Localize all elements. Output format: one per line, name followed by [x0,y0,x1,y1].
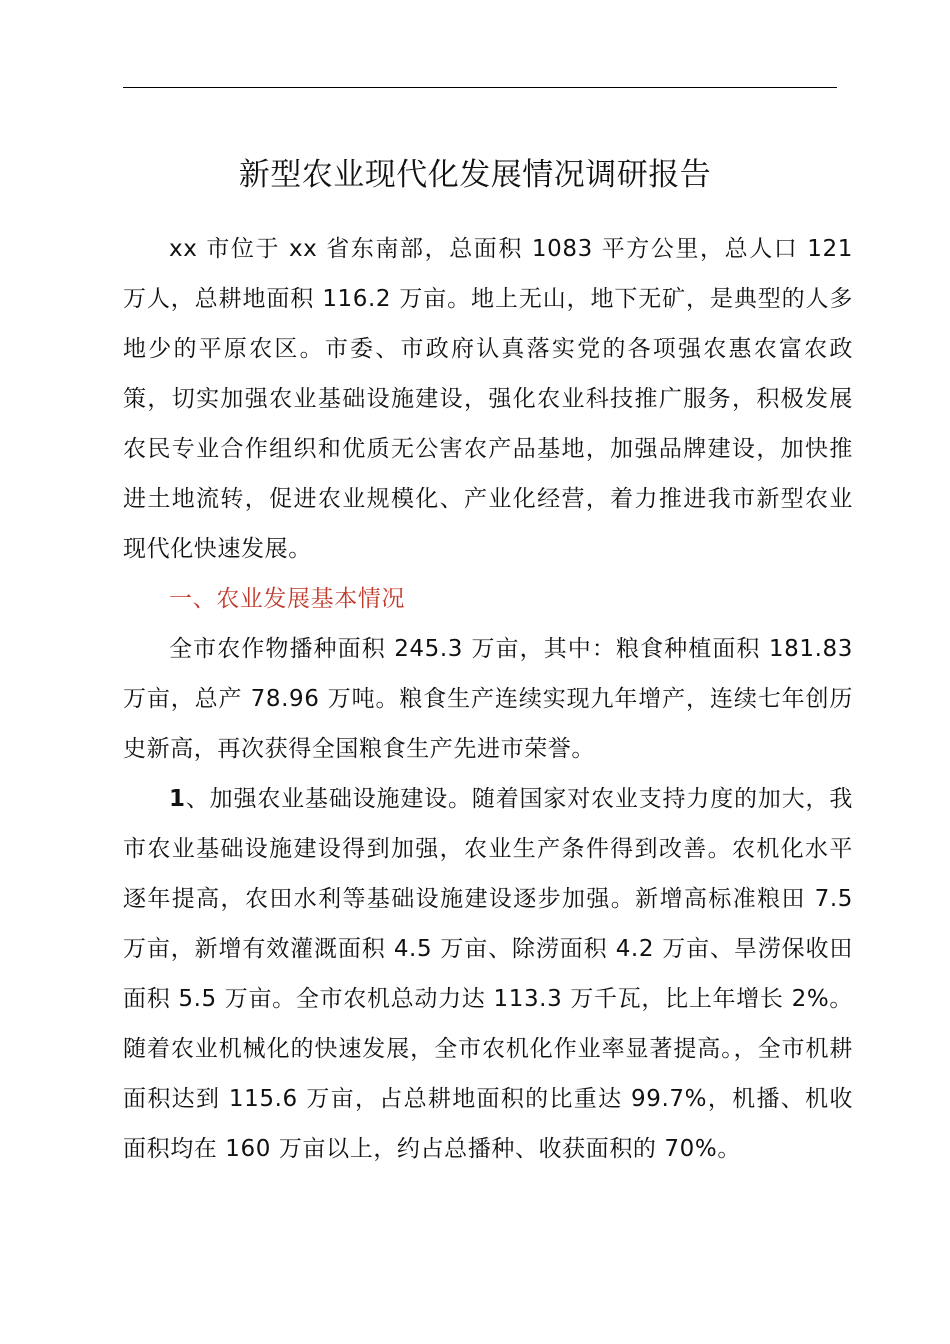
document-title: 新型农业现代化发展情况调研报告 [238,157,712,193]
item1-paragraph [123,774,853,1174]
section1-paragraph: 全市农作物播种面积 245.3 万亩，其中：粮食种植面积 181.83 万亩，总产 78.96 万吨。粮食生产连续实现九年增产，连续七年创历史新高，再次获得全国粮食生产先进市荣誉。 [123,636,853,762]
intro-paragraph: xx 市位于 xx 省东南部，总面积 1083 平方公里，总人口 121 万人，总耕地面积 116.2 万亩。地上无山，地下无矿，是典型的人多地少的平原农区。市委、市政府认真落实党的各项强农惠农富农政策，切实加强农业基础设施建设，强化农业科技推广服务，积极发展农民专业合作组织和优质无公害农产品基地，加强品牌建设，加快推进土地流转，促进农业规模化、产业化经营，着力推进我市新型农业现代化快速发展。 [123,236,853,562]
document-body [123,224,853,1174]
item1-number: 1 [169,786,186,812]
item1-text: 、加强农业基础设施建设。随着国家对农业支持力度的加大，我市农业基础设施建设得到加强，农业生产条件得到改善。农机化水平逐年提高，农田水利等基础设施建设逐步加强。新增高标准粮田 7.5 万亩，新增有效灌溉面积 4.5 万亩、除涝面积 4.2 万亩、旱涝保收田面积 5.5 万亩。全市农机总动力达 113.3 万千瓦，比上年增长 2%。随着农业机械化的快速发展，全市农机化作业率显著提高。，全市机耕面积达到 115.6 万亩，占总耕地面积的比重达 99.7%，机播、机收面积均在 160 万亩以上，约占总播种、收获面积的 70%。 [123,786,853,1162]
section-heading-basic-situation: 一、农业发展基本情况 [169,586,405,612]
header-rule [123,87,837,88]
